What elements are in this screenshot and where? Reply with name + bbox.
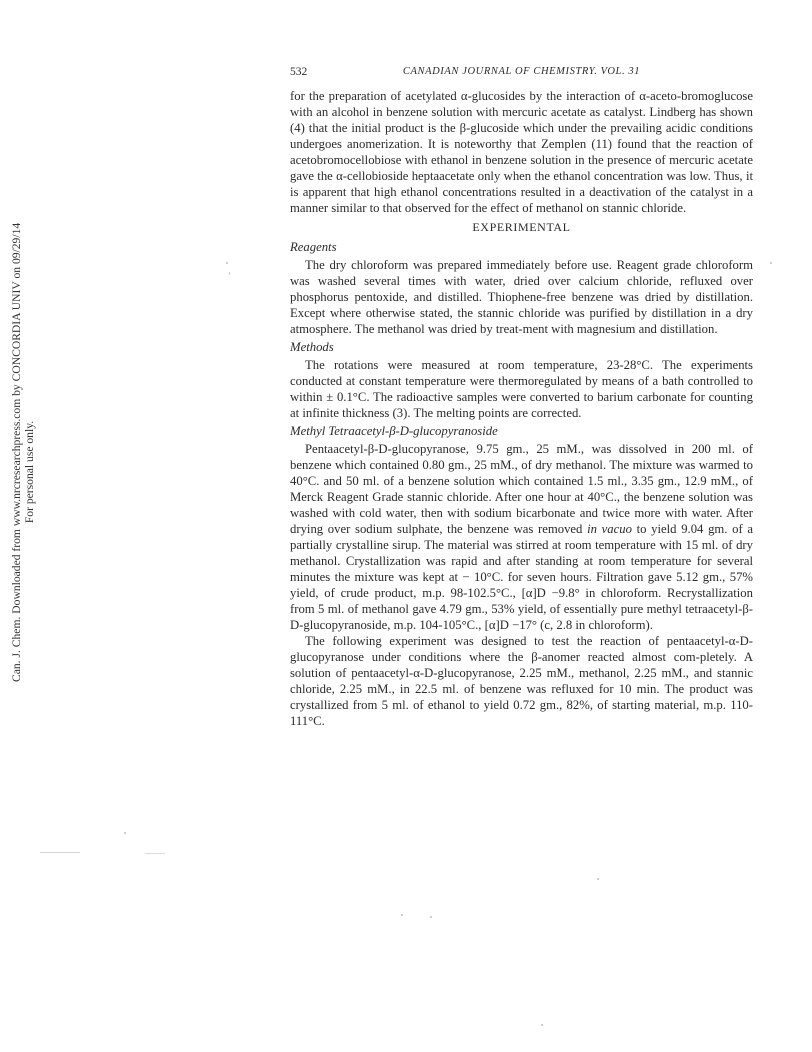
scan-speck xyxy=(229,272,230,275)
scan-speck xyxy=(597,878,599,880)
download-notice-line: Can. J. Chem. Downloaded from www.nrcresearchpress.com by CONCORDIA UNIV on 09/29/14 xyxy=(10,222,23,682)
scan-speck xyxy=(430,916,432,918)
journal-running-title: CANADIAN JOURNAL OF CHEMISTRY. VOL. 31 xyxy=(402,66,641,77)
paragraph-text: to yield 9.04 gm. of a partially crystalline sirup. The material was stirred at room temperature with 15 ml. of dry methanol. Crystallization was rapid and after standing at room temperature for several minutes the mixture was kept at − 10°C. for seven hours. Filtration gave 5.12 gm., 57% yield, of crude product, m.p. 98-102.5°C., [α]D −9.8° in chloroform. Recrystallization from 5 ml. of methanol gave 4.79 gm., 53% yield, of essentially pure methyl tetraacetyl-β-D-glucopyranoside, m.p. 104-105°C., [α]D −17° (c, 2.8 in chloroform). xyxy=(290,522,754,632)
page-body xyxy=(290,66,753,729)
scan-speck xyxy=(226,262,228,264)
download-notice-sidebar xyxy=(10,222,40,682)
reagents-paragraph: The dry chloroform was prepared immediately before use. Reagent grade chloroform was washed several times with water, dried over calcium chloride, refluxed over phosphorus pentoxide, and distilled. Thiophene-free benzene was dried by distillation. Except where otherwise stated, the stannic chloride was purified by distillation in a dry atmosphere. The methanol was dried by treat-ment with magnesium and distillation. xyxy=(290,258,753,336)
intro-paragraph: for the preparation of acetylated α-glucosides by the interaction of α-aceto-bromoglucose with an alcohol in benzene solution with mercuric acetate as catalyst. Lindberg has shown (4) that the initial product is the β-glucoside which under the prevailing acidic conditions undergoes anomerization. It is noteworthy that Zemplen (11) found that the reaction of acetobromocellobiose with ethanol in benzene solution in the presence of mercuric acetate gave the α-cellobioside heptaacetate only when the ethanol concentration was low. Thus, it is apparent that high ethanol concentrations resulted in a deactivation of the catalyst in a manner similar to that observed for the effect of methanol on stannic chloride. xyxy=(290,89,753,215)
scan-speck xyxy=(145,853,165,854)
subheading-reagents: Reagents xyxy=(290,240,337,254)
section-title-experimental: EXPERIMENTAL xyxy=(472,220,571,234)
page-number: 532 xyxy=(290,66,308,78)
scan-speck xyxy=(124,832,126,834)
in-vacuo-italic: in vacuo xyxy=(587,522,632,536)
scan-speck xyxy=(770,262,772,264)
glucopyranoside-paragraph-1 xyxy=(290,441,753,633)
methods-paragraph: The rotations were measured at room temperature, 23-28°C. The experiments conducted at constant temperature were thermoregulated by means of a bath controlled to within ± 0.1°C. The radioactive samples were converted to barium carbonate for counting at infinite thickness (3). The melting points are corrected. xyxy=(290,358,753,420)
paragraph-text: Pentaacetyl-β-D-glucopyranose, 9.75 gm., 25 mM., was dissolved in 200 ml. of benzene which contained 0.80 gm., 25 mM., of dry methanol. The mixture was warmed to 40°C. and 50 ml. of a benzene solution which contained 1.5 ml., 3.35 gm., 12.9 mM., of Merck Reagent Grade stannic chloride. After one hour at 40°C., the benzene solution was washed with cold water, then with sodium bicarbonate and twice more with water. After drying over sodium sulphate, the benzene was removed xyxy=(290,442,753,536)
scan-speck xyxy=(541,1024,543,1026)
scan-speck xyxy=(401,914,403,916)
subheading-methods: Methods xyxy=(290,340,334,354)
running-head xyxy=(290,66,753,84)
scan-speck xyxy=(40,852,80,853)
personal-use-notice: For personal use only. xyxy=(23,420,36,524)
subheading-methyl-tetraacetyl-glucopyranoside: Methyl Tetraacetyl-β-D-glucopyranoside xyxy=(290,424,498,438)
glucopyranoside-paragraph-2: The following experiment was designed to test the reaction of pentaacetyl-α-D-glucopyranose under conditions where the β-anomer reacted almost com-pletely. A solution of pentaacetyl-α-D-glucopyranose, 2.25 mM., methanol, 2.25 mM., and stannic chloride, 2.25 mM., in 22.5 ml. of benzene was refluxed for 10 min. The product was crystallized from 5 ml. of ethanol to yield 0.72 gm., 82%, of starting material, m.p. 110-111°C. xyxy=(290,634,753,728)
